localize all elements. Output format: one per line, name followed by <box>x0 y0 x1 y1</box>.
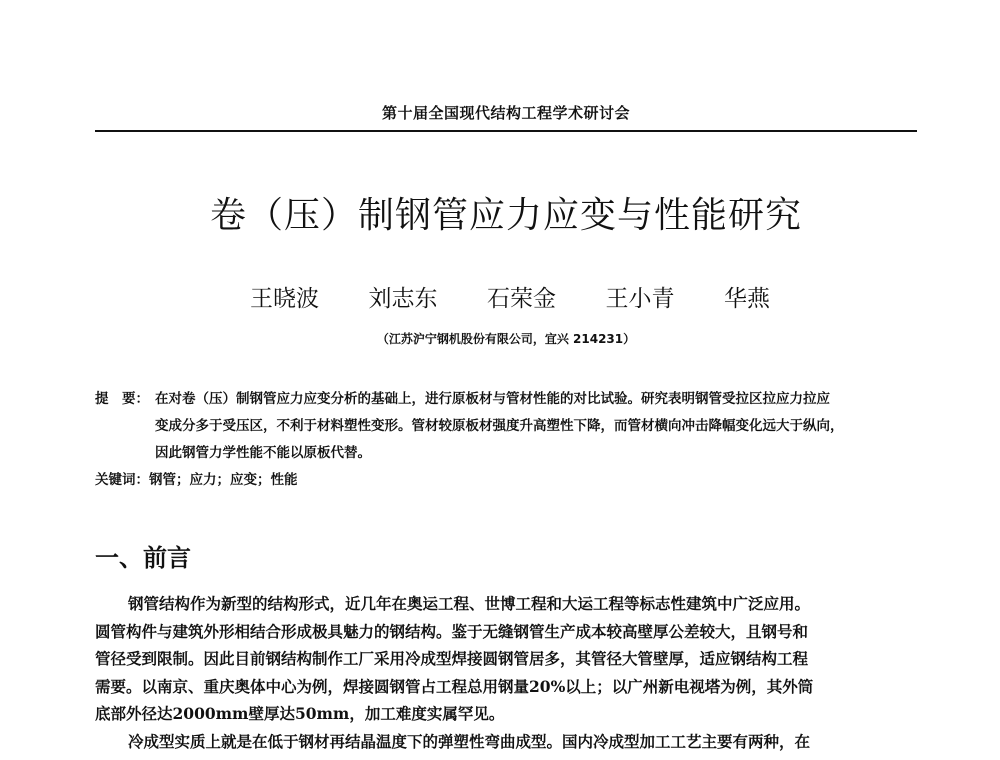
author-list <box>250 280 770 313</box>
paragraph-line: 钢管结构作为新型的结构形式，近几年在奥运工程、世博工程和大运工程等标志性建筑中广泛应用。 <box>128 594 811 613</box>
keywords: 关键词：钢管；应力；应变；性能 <box>95 472 298 488</box>
author-name: 王小青 <box>605 286 675 312</box>
paper-title: 卷（压）制钢管应力应变与性能研究 <box>209 195 802 236</box>
affiliation: （江苏沪宁钢机股份有限公司，宜兴 214231） <box>376 332 636 346</box>
paragraph-line: 管径受到限制。因此目前钢结构制作工厂采用冷成型焊接圆钢管居多，其管径大管壁厚，适应钢结构工程 <box>95 649 809 668</box>
section-body <box>95 590 917 755</box>
paragraph-line: 需要。以南京、重庆奥体中心为例，焊接圆钢管占工程总用钢量20%以上；以广州新电视塔为例，其外筒 <box>95 676 814 696</box>
abstract-line: 变成分多于受压区，不利于材料塑性变形。管材较原板材强度升高塑性下降，而管材横向冲击降幅变化远大于纵向， <box>155 418 844 434</box>
abstract-line: 因此钢管力学性能不能以原板代替。 <box>155 445 371 461</box>
section-heading: 一、前言 <box>95 544 191 572</box>
paragraph-line: 圆管构件与建筑外形相结合形成极具魅力的钢结构。鉴于无缝钢管生产成本较高壁厚公差较大，且钢号和 <box>95 621 809 641</box>
paragraph-line: 冷成型实质上就是在低于钢材再结晶温度下的弹塑性弯曲成型。国内冷成型加工工艺主要有两种，在 <box>128 731 811 751</box>
abstract-line <box>95 386 917 413</box>
header-rule <box>95 130 917 132</box>
abstract <box>95 386 917 467</box>
author-name: 华燕 <box>724 286 770 312</box>
abstract-label: 提 要： <box>95 391 149 407</box>
paragraph-line: 底部外径达2000mm壁厚达50mm，加工难度实属罕见。 <box>95 704 505 723</box>
author-name: 石荣金 <box>487 286 556 312</box>
conference-header: 第十届全国现代结构工程学术研讨会 <box>381 104 630 122</box>
author-name: 王晓波 <box>250 286 319 312</box>
abstract-text: 在对卷（压）制钢管应力应变分析的基础上，进行原板材与管材性能的对比试验。研究表明钢管受拉区拉应力拉应 <box>155 391 830 407</box>
author-name: 刘志东 <box>368 286 438 312</box>
